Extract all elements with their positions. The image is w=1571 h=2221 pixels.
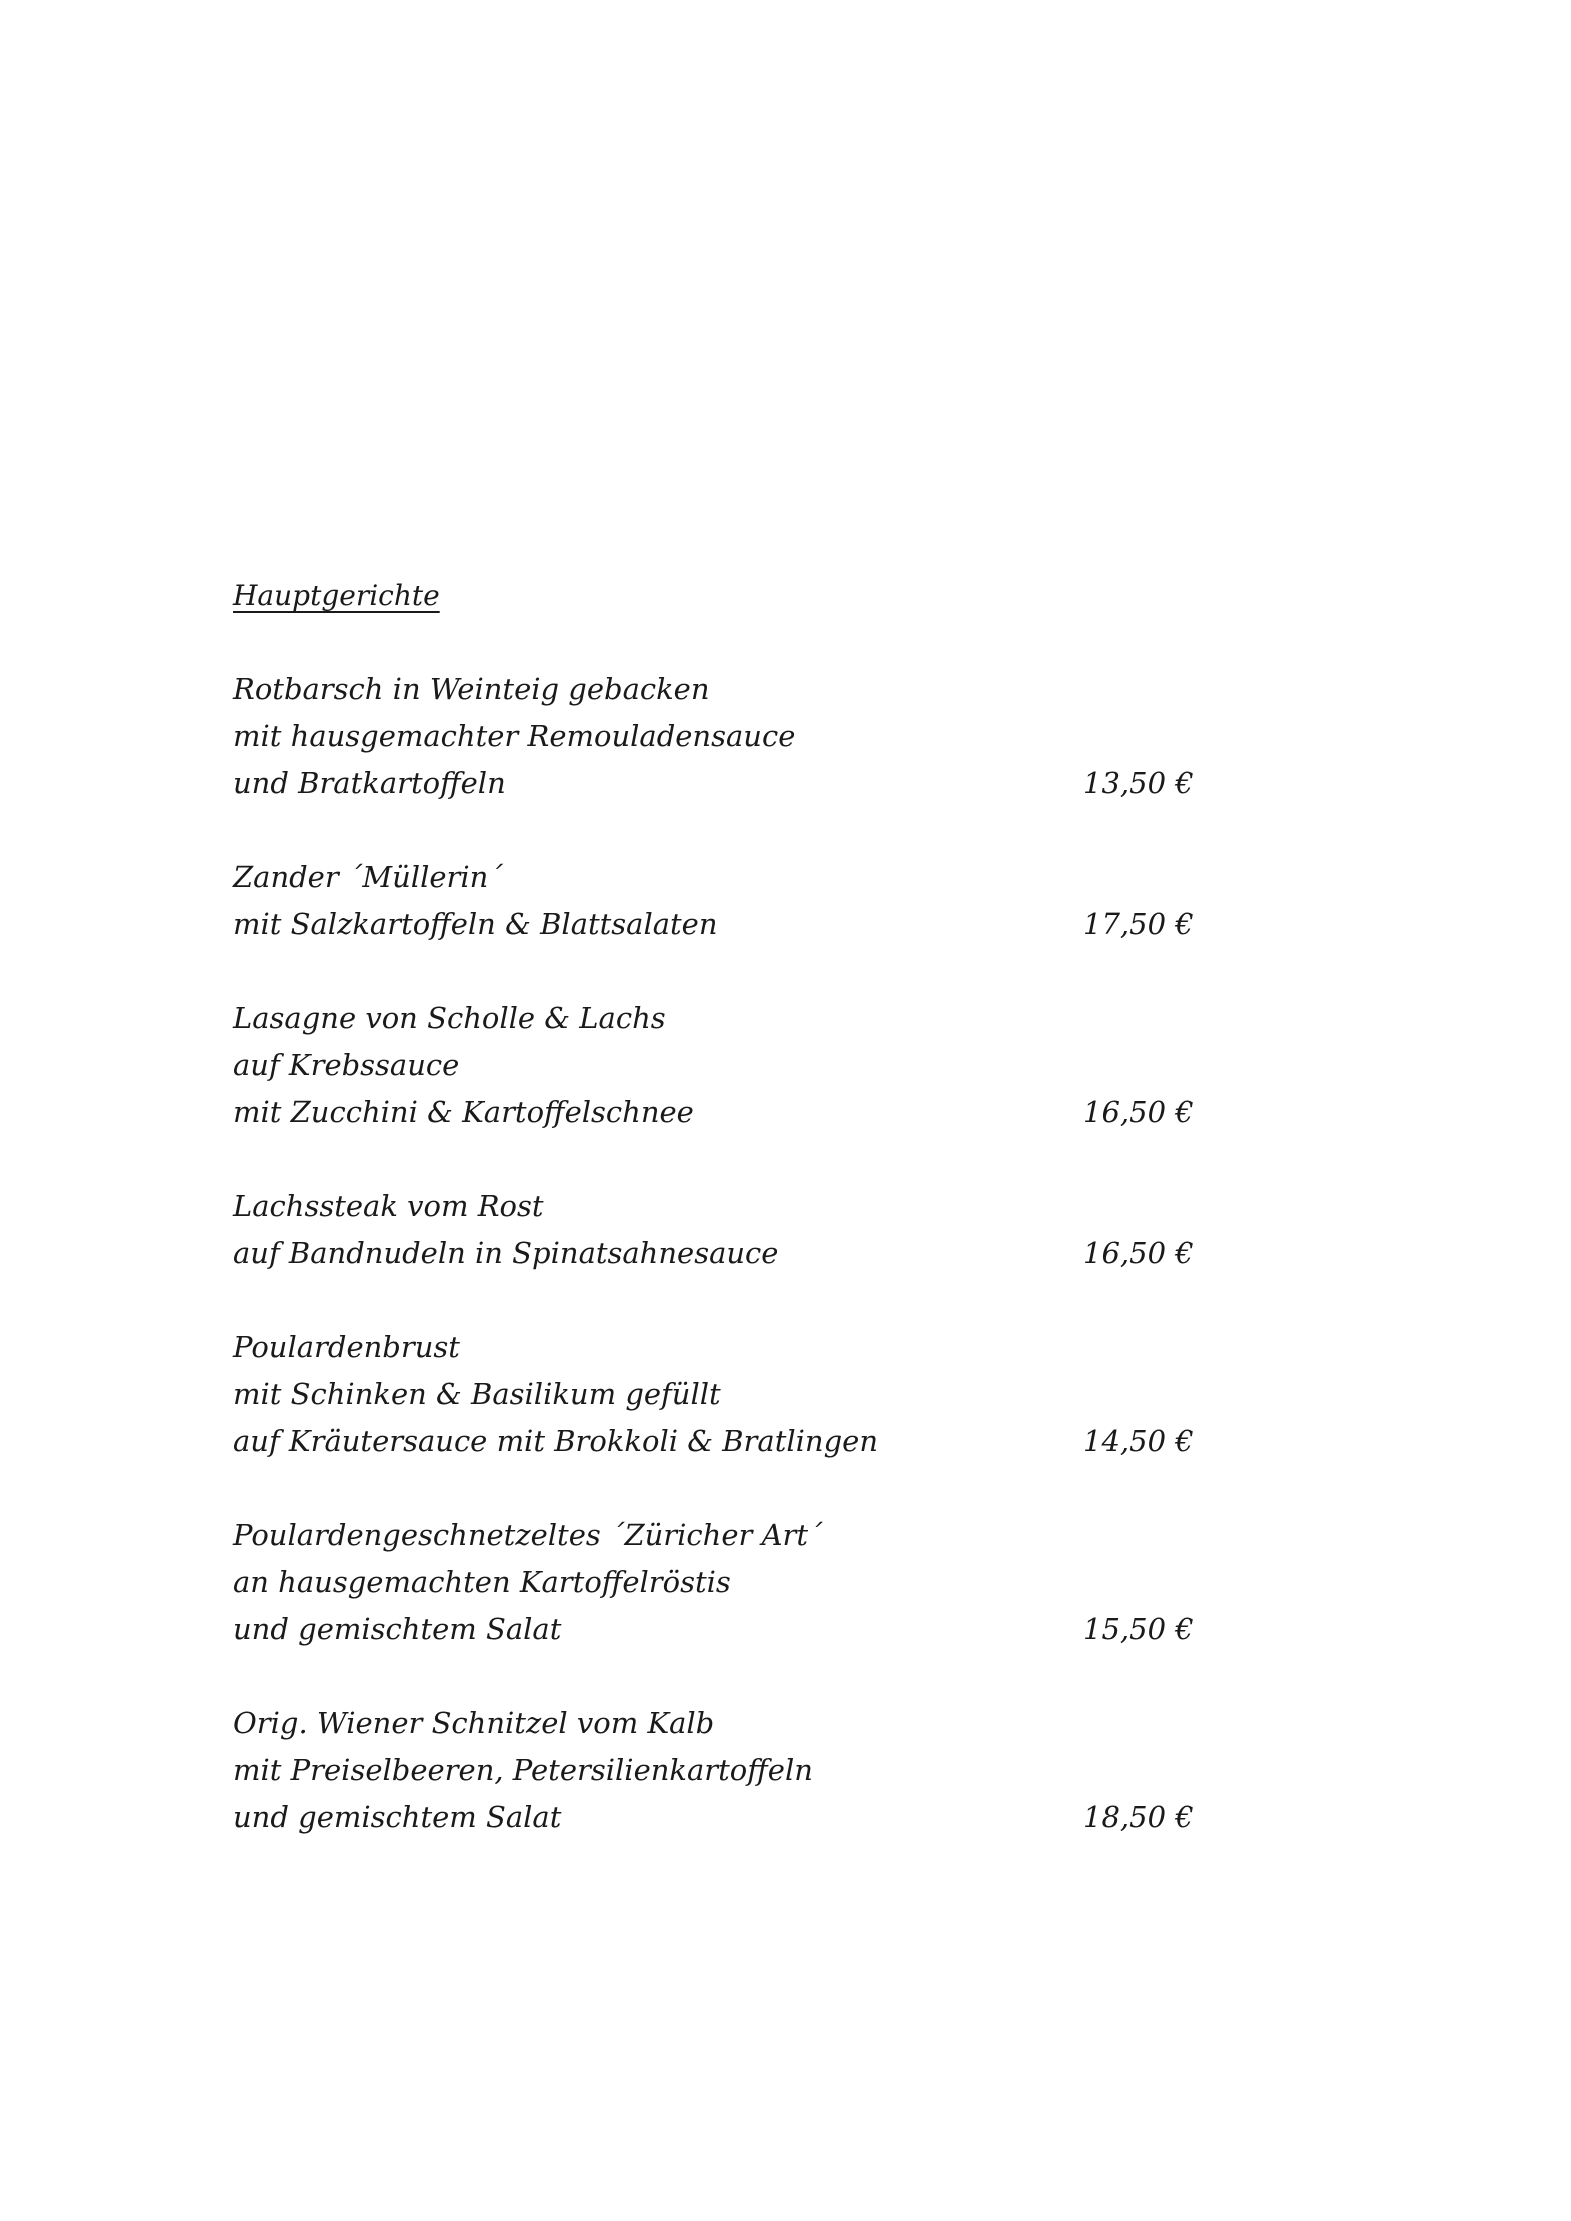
- dish-line: Lasagne von Scholle & Lachs: [233, 1001, 666, 1035]
- dish-poulardenbrust: [233, 1324, 1193, 1465]
- dish-line: und gemischtem Salat: [233, 1800, 562, 1834]
- dish-line: und gemischtem Salat: [233, 1612, 562, 1646]
- dish-price: 14,50 €: [1083, 1424, 1194, 1458]
- menu-section: [233, 572, 1193, 1841]
- dish-line: mit Salzkartoffeln & Blattsalaten: [233, 907, 718, 941]
- dish-line: mit Schinken & Basilikum gefüllt: [233, 1377, 721, 1411]
- dish-rotbarsch: [233, 666, 1193, 807]
- dish-wiener-schnitzel: [233, 1700, 1193, 1841]
- dish-lasagne: [233, 995, 1193, 1136]
- dish-line: und Bratkartoffeln: [233, 766, 506, 800]
- dish-line: Poulardengeschnetzeltes ´Züricher Art´: [233, 1518, 823, 1552]
- dish-price: 18,50 €: [1083, 1800, 1194, 1834]
- dish-line: mit hausgemachter Remouladensauce: [233, 719, 796, 753]
- section-heading: Hauptgerichte: [233, 579, 440, 612]
- dish-line: Poulardenbrust: [233, 1330, 460, 1364]
- dish-line: Rotbarsch in Weinteig gebacken: [233, 672, 710, 706]
- dish-line: Orig. Wiener Schnitzel vom Kalb: [233, 1706, 715, 1740]
- dish-lachssteak: [233, 1183, 1193, 1277]
- dish-price: 15,50 €: [1083, 1612, 1194, 1646]
- dish-line: Lachssteak vom Rost: [233, 1189, 544, 1223]
- dish-line: an hausgemachten Kartoffelröstis: [233, 1565, 731, 1599]
- dish-line: auf Krebssauce: [233, 1048, 460, 1082]
- dish-price: 17,50 €: [1083, 907, 1194, 941]
- dish-price: 13,50 €: [1083, 766, 1194, 800]
- dish-price: 16,50 €: [1083, 1095, 1194, 1129]
- dish-line: auf Bandnudeln in Spinatsahnesauce: [233, 1236, 779, 1270]
- dish-price: 16,50 €: [1083, 1236, 1194, 1270]
- dish-geschnetzeltes: [233, 1512, 1193, 1653]
- dish-line: Zander ´Müllerin´: [233, 860, 503, 894]
- dish-zander: [233, 854, 1193, 948]
- dish-line: mit Preiselbeeren, Petersilienkartoffeln: [233, 1753, 813, 1787]
- dish-line: auf Kräutersauce mit Brokkoli & Bratlingen: [233, 1424, 878, 1458]
- dish-line: mit Zucchini & Kartoffelschnee: [233, 1095, 694, 1129]
